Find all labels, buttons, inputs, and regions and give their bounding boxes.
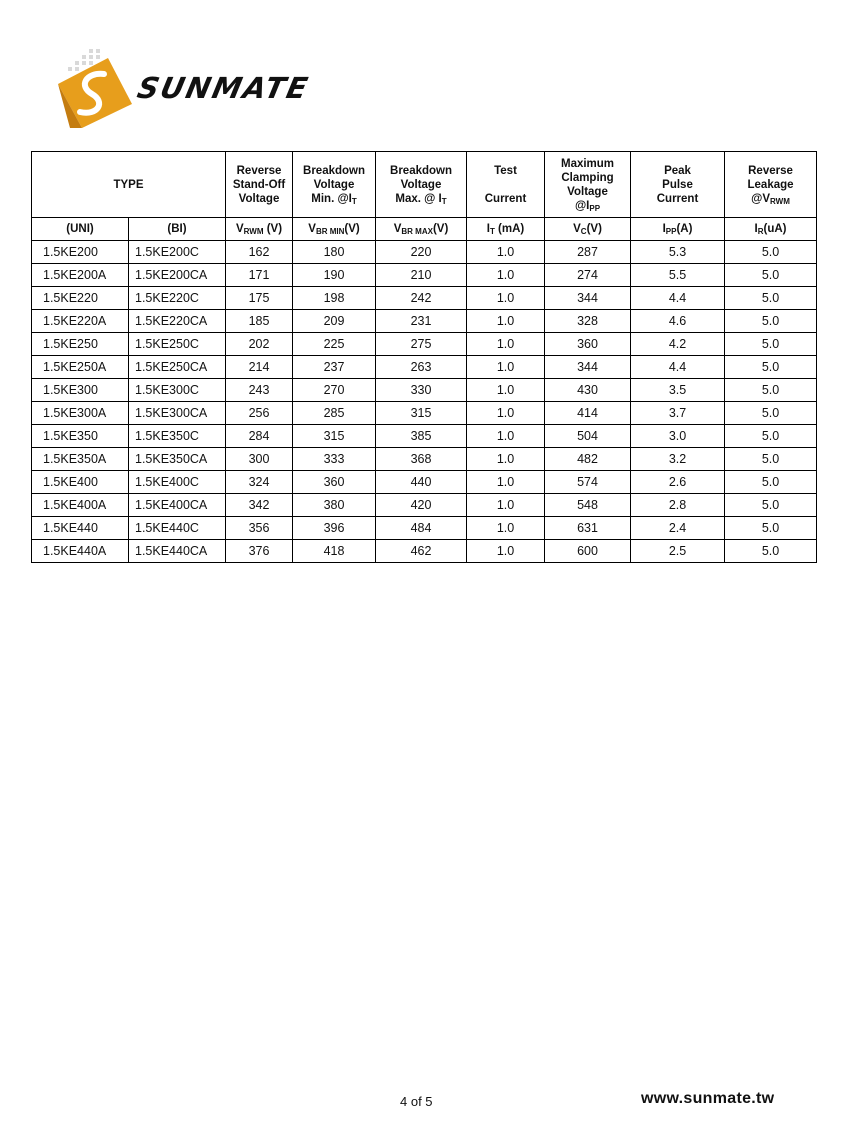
- table-cell: 190: [293, 264, 376, 287]
- brand-wordmark: SUNMATE: [134, 71, 313, 105]
- table-cell: 368: [376, 448, 467, 471]
- table-cell: 330: [376, 379, 467, 402]
- header-vbr-min: Breakdown Voltage Min. $@I_T$: [293, 152, 376, 218]
- table-row: [32, 379, 817, 402]
- table-cell: 256: [226, 402, 293, 425]
- table-cell: 315: [293, 425, 376, 448]
- table-cell: 1.5KE400: [32, 471, 129, 494]
- table-cell: 324: [226, 471, 293, 494]
- table-cell: 243: [226, 379, 293, 402]
- unit-vbr-max: $V_{BR MAX}(V)$: [376, 218, 467, 241]
- unit-bi: (BI): [129, 218, 226, 241]
- unit-it: $I_T$ (mA): [467, 218, 545, 241]
- header-ir: Reverse Leakage $@V_{RWM}$: [725, 152, 817, 218]
- table-row: [32, 241, 817, 264]
- table-cell: 214: [226, 356, 293, 379]
- unit-vc: $V_C(V)$: [545, 218, 631, 241]
- table-cell: 1.5KE440A: [32, 540, 129, 563]
- website-link[interactable]: www.sunmate.tw: [641, 1090, 775, 1107]
- table-cell: 1.0: [467, 356, 545, 379]
- table-cell: 5.0: [725, 425, 817, 448]
- table-cell: 1.5KE300A: [32, 402, 129, 425]
- table-cell: 1.5KE440C: [129, 517, 226, 540]
- table-cell: 380: [293, 494, 376, 517]
- header-type: TYPE: [32, 152, 226, 218]
- table-cell: 5.5: [631, 264, 725, 287]
- unit-uni: (UNI): [32, 218, 129, 241]
- table-cell: 420: [376, 494, 467, 517]
- table-cell: 263: [376, 356, 467, 379]
- table-cell: 360: [293, 471, 376, 494]
- table-cell: 5.0: [725, 333, 817, 356]
- table-cell: 1.5KE200A: [32, 264, 129, 287]
- table-cell: 1.0: [467, 264, 545, 287]
- table-cell: 1.5KE250CA: [129, 356, 226, 379]
- table-cell: 440: [376, 471, 467, 494]
- table-cell: 5.0: [725, 448, 817, 471]
- table-cell: 344: [545, 356, 631, 379]
- table-cell: 231: [376, 310, 467, 333]
- table-cell: 1.5KE350C: [129, 425, 226, 448]
- table-cell: 5.3: [631, 241, 725, 264]
- table-cell: 1.5KE250: [32, 333, 129, 356]
- table-cell: 342: [226, 494, 293, 517]
- table-cell: 333: [293, 448, 376, 471]
- header-vrwm: Reverse Stand-Off Voltage: [226, 152, 293, 218]
- table-cell: 1.5KE400CA: [129, 494, 226, 517]
- page-number: 4 of 5: [400, 1094, 433, 1109]
- table-cell: 356: [226, 517, 293, 540]
- table-cell: 1.5KE400C: [129, 471, 226, 494]
- table-cell: 1.5KE200C: [129, 241, 226, 264]
- table-cell: 504: [545, 425, 631, 448]
- header-vbr-max: Breakdown Voltage Max. @ $I_T$: [376, 152, 467, 218]
- table-cell: 1.0: [467, 425, 545, 448]
- table-cell: 5.0: [725, 494, 817, 517]
- header-test-current: Test Current: [467, 152, 545, 218]
- table-cell: 5.0: [725, 310, 817, 333]
- table-cell: 1.5KE220CA: [129, 310, 226, 333]
- table-cell: 287: [545, 241, 631, 264]
- table-cell: 376: [226, 540, 293, 563]
- table-cell: 5.0: [725, 379, 817, 402]
- table-cell: 1.5KE220C: [129, 287, 226, 310]
- table-cell: 5.0: [725, 517, 817, 540]
- table-cell: 225: [293, 333, 376, 356]
- table-cell: 3.5: [631, 379, 725, 402]
- table-cell: 1.5KE220A: [32, 310, 129, 333]
- table-cell: 1.5KE350CA: [129, 448, 226, 471]
- table-cell: 1.5KE300: [32, 379, 129, 402]
- table-cell: 210: [376, 264, 467, 287]
- table-row: [32, 517, 817, 540]
- table-cell: 275: [376, 333, 467, 356]
- unit-ir: $I_R(uA)$: [725, 218, 817, 241]
- table-cell: 4.4: [631, 356, 725, 379]
- table-row: [32, 356, 817, 379]
- table-cell: 1.5KE440CA: [129, 540, 226, 563]
- header-vc: Maximum Clamping Voltage $@I_{PP}$: [545, 152, 631, 218]
- table-cell: 396: [293, 517, 376, 540]
- table-cell: 1.5KE400A: [32, 494, 129, 517]
- table-cell: 5.0: [725, 471, 817, 494]
- table-cell: 1.0: [467, 379, 545, 402]
- table-cell: 1.5KE200: [32, 241, 129, 264]
- table-row: [32, 264, 817, 287]
- table-cell: 430: [545, 379, 631, 402]
- table-cell: 175: [226, 287, 293, 310]
- table-cell: 4.4: [631, 287, 725, 310]
- table-cell: 5.0: [725, 287, 817, 310]
- table-cell: 1.0: [467, 241, 545, 264]
- table-cell: 300: [226, 448, 293, 471]
- table-cell: 5.0: [725, 402, 817, 425]
- table-cell: 171: [226, 264, 293, 287]
- header-row: [32, 152, 817, 218]
- table-cell: 631: [545, 517, 631, 540]
- table-cell: 180: [293, 241, 376, 264]
- table-cell: 1.0: [467, 310, 545, 333]
- table-cell: 198: [293, 287, 376, 310]
- table-row: [32, 333, 817, 356]
- table-cell: 3.7: [631, 402, 725, 425]
- table-cell: 462: [376, 540, 467, 563]
- table-cell: 5.0: [725, 264, 817, 287]
- table-body: [32, 241, 817, 563]
- table-cell: 284: [226, 425, 293, 448]
- table-cell: 285: [293, 402, 376, 425]
- header-ipp: Peak Pulse Current: [631, 152, 725, 218]
- table-cell: 1.5KE350: [32, 425, 129, 448]
- table-row: [32, 471, 817, 494]
- table-cell: 162: [226, 241, 293, 264]
- table-cell: 1.0: [467, 402, 545, 425]
- table-cell: 2.8: [631, 494, 725, 517]
- table-cell: 1.0: [467, 287, 545, 310]
- table-cell: 4.6: [631, 310, 725, 333]
- table-cell: 600: [545, 540, 631, 563]
- table-row: [32, 448, 817, 471]
- units-row: [32, 218, 817, 241]
- table-cell: 5.0: [725, 241, 817, 264]
- table-cell: 1.5KE350A: [32, 448, 129, 471]
- table-cell: 1.5KE250A: [32, 356, 129, 379]
- table-cell: 1.0: [467, 494, 545, 517]
- table-cell: 1.0: [467, 471, 545, 494]
- table-cell: 418: [293, 540, 376, 563]
- table-cell: 185: [226, 310, 293, 333]
- table-cell: 1.5KE300CA: [129, 402, 226, 425]
- table-row: [32, 310, 817, 333]
- table-cell: 1.5KE200CA: [129, 264, 226, 287]
- table-cell: 574: [545, 471, 631, 494]
- table-cell: 360: [545, 333, 631, 356]
- table-cell: 548: [545, 494, 631, 517]
- table-row: [32, 287, 817, 310]
- spec-table: [31, 151, 817, 563]
- table-cell: 209: [293, 310, 376, 333]
- table-cell: 1.0: [467, 517, 545, 540]
- table-cell: 4.2: [631, 333, 725, 356]
- table-row: [32, 540, 817, 563]
- table-cell: 242: [376, 287, 467, 310]
- table-cell: 5.0: [725, 356, 817, 379]
- table-cell: 1.0: [467, 448, 545, 471]
- table-cell: 1.5KE440: [32, 517, 129, 540]
- unit-vbr-min: $V_{BR MIN}(V)$: [293, 218, 376, 241]
- table-cell: 484: [376, 517, 467, 540]
- table-cell: 414: [545, 402, 631, 425]
- table-cell: 1.0: [467, 540, 545, 563]
- table-cell: 315: [376, 402, 467, 425]
- table-cell: 2.4: [631, 517, 725, 540]
- table-cell: 1.5KE220: [32, 287, 129, 310]
- table-cell: 270: [293, 379, 376, 402]
- unit-ipp: $I_{PP}(A)$: [631, 218, 725, 241]
- table-cell: 2.6: [631, 471, 725, 494]
- unit-vrwm: $V_{RWM}$ (V): [226, 218, 293, 241]
- table-cell: 5.0: [725, 540, 817, 563]
- table-cell: 220: [376, 241, 467, 264]
- table-cell: 3.0: [631, 425, 725, 448]
- table-cell: 328: [545, 310, 631, 333]
- table-cell: 1.5KE300C: [129, 379, 226, 402]
- table-cell: 274: [545, 264, 631, 287]
- table-cell: 385: [376, 425, 467, 448]
- table-cell: 2.5: [631, 540, 725, 563]
- table-cell: 202: [226, 333, 293, 356]
- table-cell: 1.5KE250C: [129, 333, 226, 356]
- table-cell: 3.2: [631, 448, 725, 471]
- table-cell: 344: [545, 287, 631, 310]
- table-cell: 482: [545, 448, 631, 471]
- table-row: [32, 402, 817, 425]
- table-row: [32, 494, 817, 517]
- table-cell: 1.0: [467, 333, 545, 356]
- table-cell: 237: [293, 356, 376, 379]
- table-row: [32, 425, 817, 448]
